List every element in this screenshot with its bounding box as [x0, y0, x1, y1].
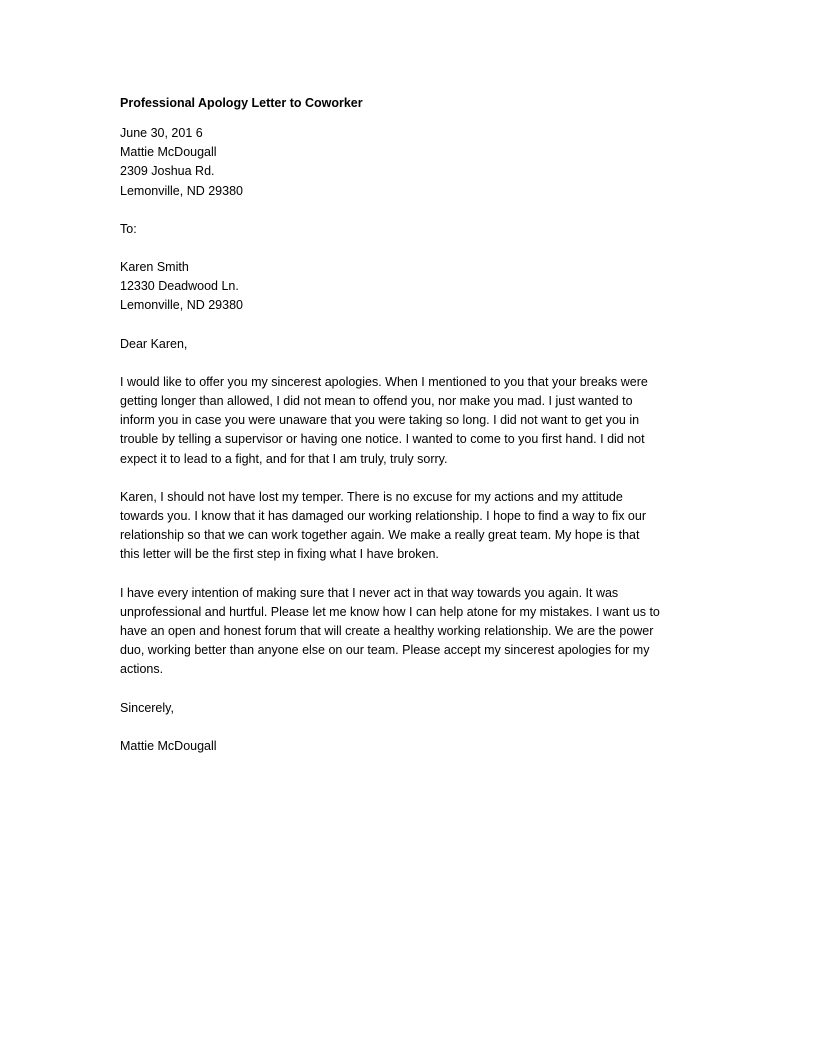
- paragraph-line: trouble by telling a supervisor or having one notice. I wanted to come to you first hand. I did not: [120, 432, 645, 447]
- spacer: [120, 354, 690, 373]
- letter-page: [120, 94, 690, 756]
- spacer: [120, 469, 690, 488]
- letter-title: Professional Apology Letter to Coworker: [120, 96, 363, 110]
- paragraph-line: Karen, I should not have lost my temper. There is no excuse for my actions and my attitude: [120, 489, 623, 504]
- spacer: [120, 565, 690, 584]
- paragraph-line: towards you. I know that it has damaged our working relationship. I hope to find a way to fix our: [120, 509, 646, 524]
- body-paragraph-1: [120, 373, 690, 469]
- recipient-name: Karen Smith: [120, 260, 189, 275]
- sender-block: [120, 124, 690, 201]
- paragraph-line: I would like to offer you my sincerest apologies. When I mentioned to you that your breaks were: [120, 374, 648, 389]
- to-label: To:: [120, 221, 137, 236]
- paragraph-line: this letter will be the first step in fixing what I have broken.: [120, 547, 439, 562]
- sender-street: 2309 Joshua Rd.: [120, 164, 215, 179]
- closing: Sincerely,: [120, 700, 174, 715]
- paragraph-line: duo, working better than anyone else on our team. Please accept my sincerest apologies for my: [120, 643, 650, 658]
- recipient-street: 12330 Deadwood Ln.: [120, 279, 239, 294]
- sender-city: Lemonville, ND 29380: [120, 183, 243, 198]
- spacer: [120, 718, 690, 737]
- spacer: [120, 239, 690, 258]
- sender-name: Mattie McDougall: [120, 145, 217, 160]
- paragraph-line: expect it to lead to a fight, and for that I am truly, truly sorry.: [120, 451, 448, 466]
- paragraph-line: I have every intention of making sure that I never act in that way towards you again. It was: [120, 585, 619, 600]
- paragraph-line: have an open and honest forum that will create a healthy working relationship. We are the power: [120, 624, 654, 639]
- recipient-city: Lemonville, ND 29380: [120, 298, 243, 313]
- body-paragraph-2: [120, 488, 690, 565]
- paragraph-line: actions.: [120, 662, 164, 677]
- signature: Mattie McDougall: [120, 738, 217, 753]
- paragraph-line: unprofessional and hurtful. Please let me know how I can help atone for my mistakes. I want us to: [120, 604, 660, 619]
- recipient-block: [120, 258, 690, 316]
- salutation: Dear Karen,: [120, 336, 188, 351]
- paragraph-line: relationship so that we can work together again. We make a really great team. My hope is that: [120, 528, 640, 543]
- paragraph-line: getting longer than allowed, I did not mean to offend you, nor make you mad. I just wanted to: [120, 394, 633, 409]
- spacer: [120, 680, 690, 699]
- letter-date: June 30, 201 6: [120, 126, 203, 140]
- spacer: [120, 316, 690, 335]
- spacer: [120, 201, 690, 220]
- body-paragraph-3: [120, 584, 690, 680]
- paragraph-line: inform you in case you were unaware that you were taking so long. I did not want to get you in: [120, 413, 640, 428]
